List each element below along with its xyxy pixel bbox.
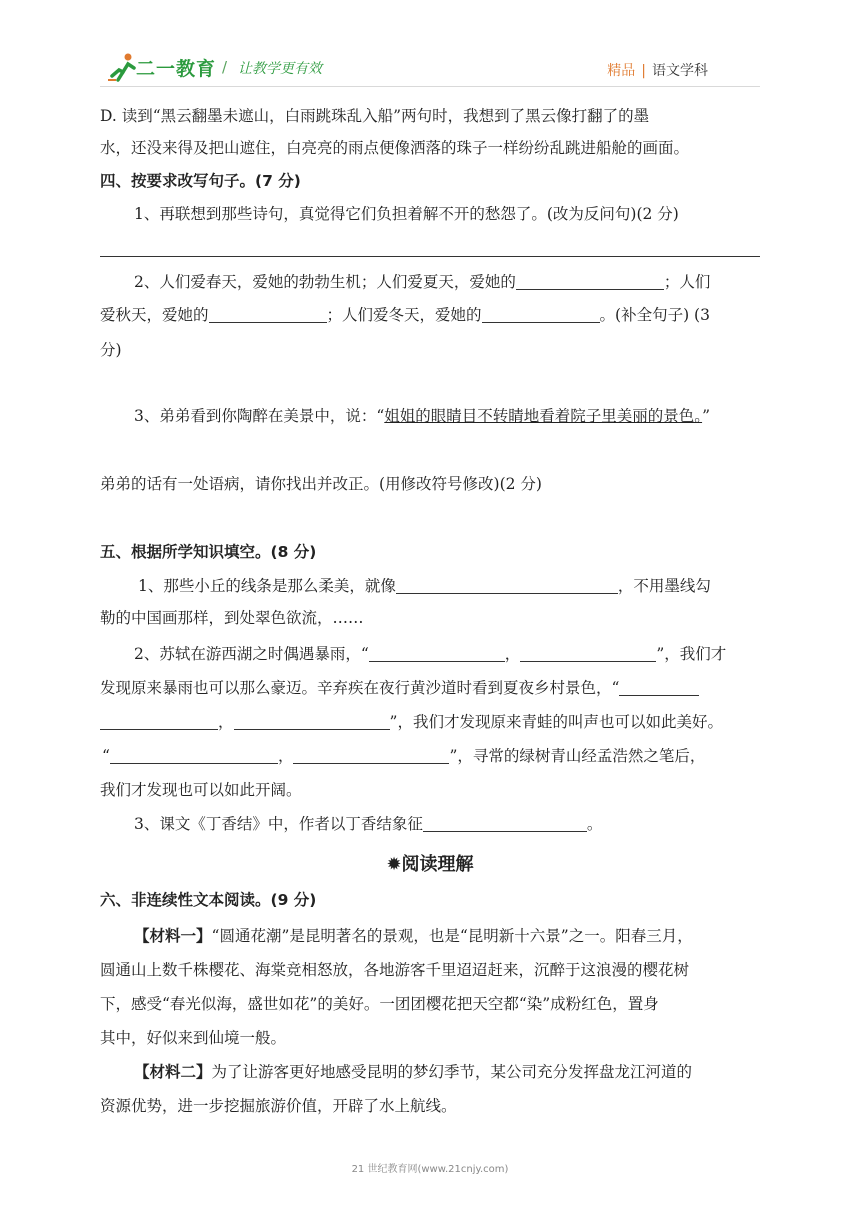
question-4-2-line-2 — [100, 305, 760, 325]
question-5-3 — [134, 814, 794, 834]
question-5-2-line-2 — [100, 678, 760, 698]
blank-5-2-e[interactable] — [110, 747, 278, 764]
blank-5-1[interactable] — [396, 577, 618, 594]
question-5-2-line-1 — [134, 644, 794, 664]
q5-2-comma-2: ， — [218, 713, 234, 731]
q4-2-text-d: ；人们爱冬天，爱她的 — [326, 306, 482, 324]
page-footer: 21 世纪教育网(www.21cnjy.com) — [351, 1164, 509, 1175]
blank-5-3[interactable] — [423, 815, 587, 832]
q4-2-text-a: 2、人们爱春天，爱她的勃勃生机；人们爱夏天，爱她的 — [134, 273, 516, 291]
question-4-2-line-1 — [134, 272, 794, 292]
blank-5-2-b[interactable] — [520, 645, 656, 662]
material-2-label: 【材料二】 — [134, 1063, 212, 1081]
q5-1-text-b: ，不用墨线勾 — [617, 577, 711, 595]
blank-5-2-a[interactable] — [369, 645, 505, 662]
material-1-label: 【材料一】 — [134, 927, 212, 945]
q4-2-text-e: 。(补全句子) (3 — [599, 306, 710, 324]
header-separator: / — [222, 58, 228, 76]
blank-5-2-c-start[interactable] — [619, 679, 699, 696]
question-4-1: 1、再联想到那些诗句，真觉得它们负担着解不开的愁怨了。(改为反问句)(2 分) — [134, 205, 679, 223]
option-d-line-2: 水，还没来得及把山遮住，白亮亮的雨点便像洒落的珠子一样纷纷乱跳进船舱的画面。 — [100, 139, 690, 157]
logo — [106, 52, 226, 82]
material-2-line-2: 资源优势，进一步挖掘旅游价值，开辟了水上航线。 — [100, 1097, 457, 1115]
q5-2-comma-1: ， — [504, 645, 521, 663]
blank-winter[interactable] — [482, 306, 600, 323]
material-1-line-1 — [134, 926, 794, 946]
question-5-2-line-4 — [102, 746, 762, 766]
runner-logo-icon — [106, 52, 138, 82]
question-5-1-line-2: 勒的中国画那样，到处翠色欲流，…… — [100, 609, 364, 627]
q5-1-text-a: 1、那些小丘的线条是那么柔美，就像 — [138, 577, 396, 595]
blank-summer[interactable] — [516, 273, 664, 290]
question-5-1-line-1 — [138, 576, 798, 596]
blank-autumn[interactable] — [209, 306, 327, 323]
logo-text: 二一教育 — [136, 58, 217, 80]
question-5-2-line-5: 我们才发现也可以如此开阔。 — [100, 781, 302, 799]
header-divider: | — [641, 63, 646, 79]
q5-2-text-b: ”，我们才 — [656, 645, 727, 663]
question-4-3-line-2: 弟弟的话有一处语病，请你找出并改正。(用修改符号修改)(2 分) — [100, 475, 542, 493]
q4-3-quote: 姐姐的眼睛目不转睛地看着院子里美丽的景色。 — [384, 407, 703, 425]
material-1-line-4: 其中，好似来到仙境一般。 — [100, 1029, 287, 1047]
q4-3-end: ” — [702, 407, 710, 425]
q5-2-open-quote: “ — [102, 747, 110, 765]
page-header — [0, 0, 860, 90]
subject-label: 语文学科 — [652, 63, 708, 79]
q5-3-end: 。 — [586, 815, 603, 833]
q4-3-text-a: 3、弟弟看到你陶醉在美景中，说：“ — [134, 407, 385, 425]
question-4-2-line-3: 分) — [100, 341, 122, 359]
material-1-line-3: 下，感受“春光似海，盛世如花”的美好。一团团樱花把天空都“染”成粉红色，置身 — [100, 995, 659, 1013]
option-d-line-1: D. 读到“黑云翻墨未遮山，白雨跳珠乱入船”两句时，我想到了黑云像打翻了的墨 — [100, 107, 650, 125]
q5-2-text-c: 发现原来暴雨也可以那么豪迈。辛弃疾在夜行黄沙道时看到夏夜乡村景色，“ — [100, 679, 620, 697]
slogan: 让教学更有效 — [238, 61, 322, 77]
quality-label: 精品 — [607, 63, 636, 79]
header-rule — [100, 86, 760, 87]
blank-5-2-f[interactable] — [293, 747, 449, 764]
q5-2-text-d: ”，我们才发现原来青蛙的叫声也可以如此美好。 — [389, 713, 723, 731]
q5-3-text-a: 3、课文《丁香结》中，作者以丁香结象征 — [134, 815, 423, 833]
header-right — [607, 60, 708, 80]
blank-5-2-c[interactable] — [100, 713, 218, 730]
q5-2-text-f: ”，寻常的绿树青山经孟浩然之笔后， — [449, 747, 706, 765]
material-1-line-2: 圆通山上数千株樱花、海棠竞相怒放，各地游客千里迢迢赶来，沉醉于这浪漫的樱花树 — [100, 961, 690, 979]
q4-2-text-b: ；人们 — [663, 273, 711, 291]
material-2-text-1: 为了让游客更好地感受昆明的梦幻季节，某公司充分发挥盘龙江河道的 — [211, 1063, 693, 1081]
blank-5-2-d[interactable] — [234, 713, 390, 730]
material-2-line-1 — [134, 1062, 794, 1082]
question-5-2-line-3 — [100, 712, 760, 732]
section-4-title: 四、按要求改写句子。(7 分) — [100, 172, 301, 190]
reading-section-title: ✹阅读理解 — [386, 854, 474, 875]
q5-2-text-a: 2、苏轼在游西湖之时偶遇暴雨，“ — [134, 645, 369, 663]
material-1-text-1: “圆通花潮”是昆明著名的景观，也是“昆明新十六景”之一。阳春三月， — [211, 927, 693, 945]
question-4-3-line-1 — [134, 406, 794, 426]
q5-2-comma-3: ， — [277, 747, 294, 765]
section-6-title: 六、非连续性文本阅读。(9 分) — [100, 891, 317, 909]
q4-2-text-c: 爱秋天，爱她的 — [100, 306, 209, 324]
answer-line-4-1[interactable] — [100, 256, 760, 257]
section-5-title: 五、根据所学知识填空。(8 分) — [100, 543, 317, 561]
